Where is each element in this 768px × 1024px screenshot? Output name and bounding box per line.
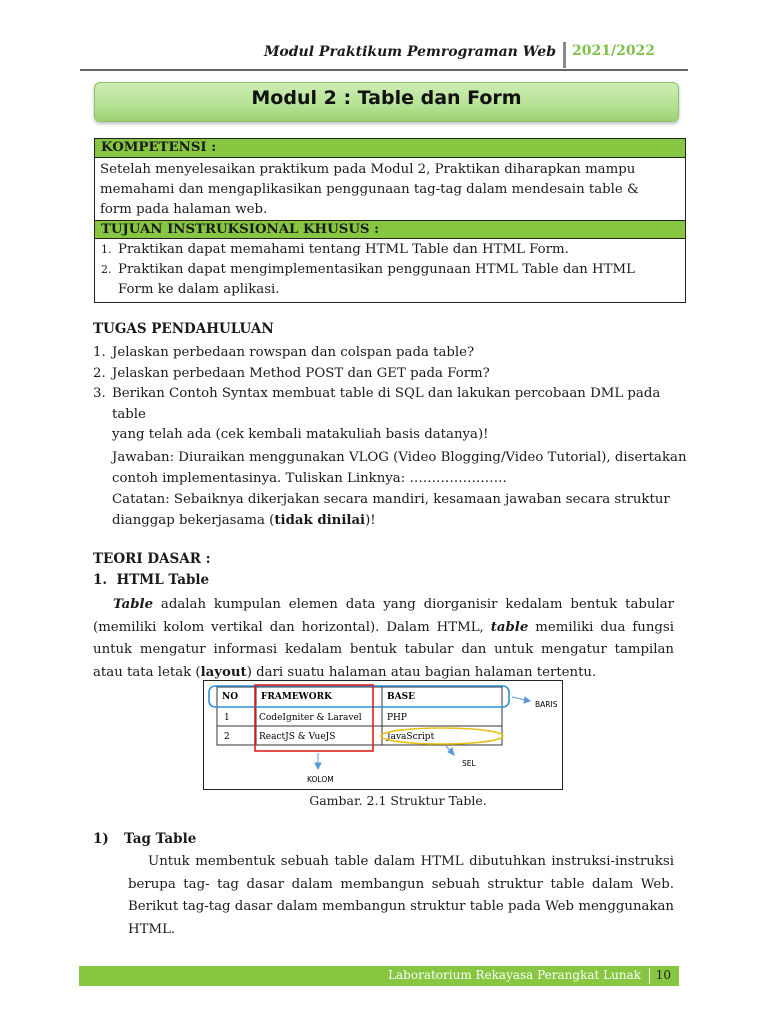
kompetensi-text (95, 158, 685, 220)
html-table-heading (93, 572, 209, 588)
html-table-title: HTML Table (116, 572, 210, 588)
figure-cell: ReactJS & VueJS (259, 732, 336, 742)
figure-caption: Gambar. 2.1 Struktur Table. (309, 793, 487, 808)
tujuan-item (101, 260, 679, 300)
tugas-heading: TUGAS PENDAHULUAN (93, 321, 274, 337)
figure-cell: JavaScript (387, 732, 435, 742)
kompetensi-line: Setelah menyelesaikan praktikum pada Modul 2, Praktikan diharapkan mampu (100, 162, 636, 177)
tugas-item (93, 364, 693, 385)
label-baris: BARIS (535, 700, 558, 709)
tujuan-item-text: Praktikan dapat mengimplementasikan penggunaan HTML Table dan HTML (118, 262, 635, 277)
header-separator (563, 42, 566, 68)
catatan-text: dianggap bekerjasama ( (112, 512, 275, 528)
term-layout: layout (200, 664, 247, 680)
tujuan-item-num: 1. (101, 243, 112, 256)
kompetensi-line: form pada halaman web. (100, 202, 268, 217)
tugas-item-text: yang telah ada (cek kembali matakuliah basis datanya)! (112, 427, 489, 442)
figure-cell: PHP (387, 713, 407, 723)
tujuan-item (101, 240, 679, 260)
figure-col-header: NO (222, 692, 239, 702)
jawaban-line: Jawaban: Diuraikan menggunakan VLOG (Video Blogging/Video Tutorial), disertakan (112, 450, 687, 465)
html-table-num: 1. (93, 572, 108, 588)
paragraph-text: memiliki dua fungsi untuk mengatur informasi kedalam bentuk tabular dan untuk mengatur tampilan atau tata letak ( (93, 619, 674, 680)
tag-table-title: Tag Table (124, 831, 197, 847)
figure-col-header: BASE (387, 692, 415, 702)
term-table: table (490, 619, 529, 635)
catatan-text: )! (365, 512, 376, 528)
tugas-item-num: 1. (93, 345, 106, 360)
figure-cell: CodeIgniter & Laravel (259, 713, 362, 723)
header-title: Modul Praktikum Pemrograman Web (263, 44, 556, 60)
tugas-item-text: Jelaskan perbedaan Method POST dan GET pada Form? (112, 365, 490, 381)
label-kolom: KOLOM (307, 775, 334, 784)
tugas-item (93, 384, 693, 446)
table-structure-figure (203, 680, 563, 790)
tag-table-num: 1) (93, 831, 109, 847)
module-title: Modul 2 : Table dan Form (251, 87, 522, 109)
catatan-note (112, 490, 712, 531)
tujuan-item-text: Form ke dalam aplikasi. (118, 282, 280, 297)
footer-separator (649, 968, 650, 984)
tag-table-paragraph: Untuk membentuk sebuah table dalam HTML dibutuhkan instruksi-instruksi berupa tag- tag dasar dalam membangun sebuah struktur table dalam Web. Berikut tag-tag dasar dalam membangun struktur table pada Web menggunakan HTML. (128, 854, 674, 937)
jawaban-note (112, 448, 712, 489)
label-sel: SEL (462, 759, 476, 768)
kompetensi-table (94, 138, 686, 303)
tugas-item (93, 343, 693, 364)
tugas-list (93, 343, 693, 446)
tag-table-heading (93, 831, 197, 847)
figure-col-header: FRAMEWORK (261, 692, 332, 702)
catatan-bold: tidak dinilai (274, 512, 366, 528)
baris-highlight (209, 686, 509, 707)
figure-svg (204, 681, 562, 789)
jawaban-line: contoh implementasinya. Tuliskan Linknya: …………………. (112, 470, 507, 486)
tugas-item-text: Berikan Contoh Syntax membuat table di SQL dan lakukan percobaan DML pada table (112, 386, 661, 422)
tugas-item-num: 3. (93, 386, 106, 401)
kompetensi-heading: KOMPETENSI : (95, 139, 685, 158)
tugas-item-num: 2. (93, 365, 106, 381)
html-table-paragraph (93, 594, 674, 684)
teori-heading: TEORI DASAR : (93, 551, 211, 567)
paragraph-text: ) dari suatu halaman atau bagian halaman tertentu. (246, 664, 597, 680)
figure-cell: 1 (224, 713, 230, 723)
tujuan-item-num: 2. (101, 263, 112, 276)
header-rule (80, 69, 688, 71)
module-title-box (94, 82, 679, 122)
tujuan-item-text: Praktikan dapat memahami tentang HTML Table dan HTML Form. (118, 242, 569, 257)
paragraph-text: adalah kumpulan elemen data yang diorganisir kedalam bentuk tabular (memiliki kolom vertikal dan horizontal). Dalam HTML, (93, 597, 674, 635)
footer-bar (79, 966, 679, 986)
tujuan-heading: TUJUAN INSTRUKSIONAL KHUSUS : (95, 220, 685, 239)
kompetensi-line: memahami dan mengaplikasikan penggunaan tag-tag dalam mendesain table & (100, 182, 639, 197)
tugas-item-text: Jelaskan perbedaan rowspan dan colspan pada table? (112, 345, 475, 360)
page-number: 10 (655, 968, 671, 982)
footer-text: Laboratorium Rekayasa Perangkat Lunak (388, 968, 641, 982)
catatan-line (112, 511, 712, 532)
term-table: Table (113, 597, 154, 612)
tujuan-list (95, 239, 685, 302)
figure-cell: 2 (224, 732, 230, 742)
header-year: 2021/2022 (572, 43, 656, 59)
catatan-line: Catatan: Sebaiknya dikerjakan secara mandiri, kesamaan jawaban secara struktur (112, 492, 670, 507)
